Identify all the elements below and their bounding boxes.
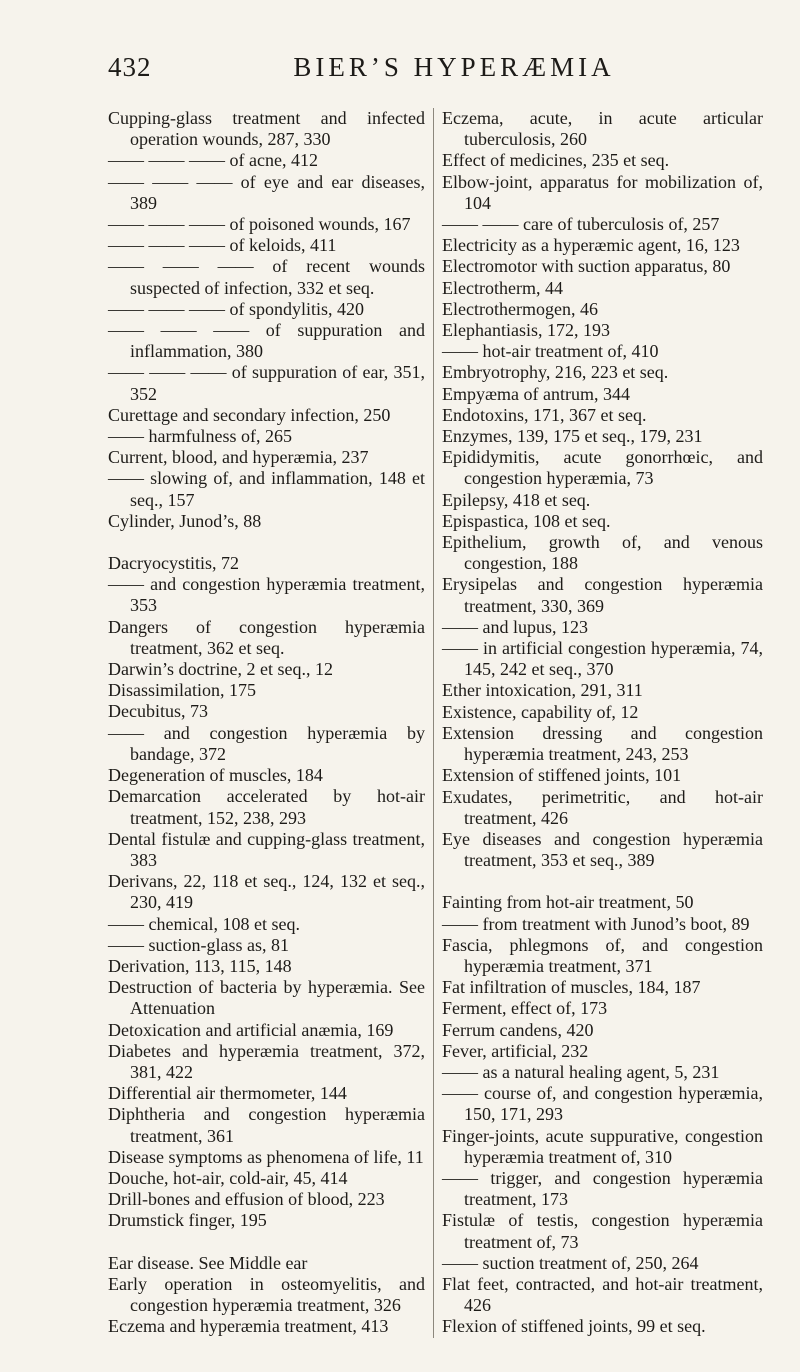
index-entry: Enzymes, 139, 175 et seq., 179, 231 xyxy=(442,426,703,447)
index-entry: Fascia, phlegmons of, and congestion hyperæmia treatment, 371 xyxy=(442,934,763,976)
index-entry: —— slowing of, and inflammation, 148 et seq., 157 xyxy=(108,468,425,510)
index-entry: Embryotrophy, 216, 223 et seq. xyxy=(442,362,669,383)
index-entry: Diabetes and hyperæmia treatment, 372, 381, 422 xyxy=(108,1040,425,1082)
index-entry: Destruction of bacteria by hyperæmia. See Attenuation xyxy=(108,977,425,1019)
index-entry: Drill-bones and effusion of blood, 223 xyxy=(108,1189,385,1210)
index-entry: —— —— —— of recent wounds suspected of infection, 332 et seq. xyxy=(108,256,425,298)
index-entry: Fever, artificial, 232 xyxy=(442,1040,589,1061)
index-entry: —— course of, and congestion hyperæmia, 150, 171, 293 xyxy=(442,1083,763,1125)
page-number: 432 xyxy=(108,52,152,82)
index-entry: Flexion of stiffened joints, 99 et seq. xyxy=(442,1316,706,1337)
index-entry: —— harmfulness of, 265 xyxy=(108,426,292,447)
index-entry: Elephantiasis, 172, 193 xyxy=(442,320,610,341)
index-entry: —— —— —— of suppuration of ear, 351, 352 xyxy=(108,362,425,404)
index-entry: Dacryocystitis, 72 xyxy=(108,553,239,574)
index-entry: —— and congestion hyperæmia by bandage, 372 xyxy=(108,722,425,764)
index-entry: Exudates, perimetritic, and hot-air treatment, 426 xyxy=(442,786,763,828)
index-entry: —— —— —— of eye and ear diseases, 389 xyxy=(108,171,425,213)
index-column-left xyxy=(108,108,433,1338)
index-entry: Empyæma of antrum, 344 xyxy=(442,383,630,404)
index-entry: Disease symptoms as phenomena of life, 11 xyxy=(108,1146,424,1167)
index-entry: Derivation, 113, 115, 148 xyxy=(108,955,292,976)
index-entry: Disassimilation, 175 xyxy=(108,680,256,701)
index-entry: Detoxication and artificial anæmia, 169 xyxy=(108,1019,394,1040)
index-entry: —— and lupus, 123 xyxy=(442,616,588,637)
index-entry: Ear disease. See Middle ear xyxy=(108,1252,308,1273)
index-entry: —— as a natural healing agent, 5, 231 xyxy=(442,1061,720,1082)
index-entry: —— and congestion hyperæmia treatment, 353 xyxy=(108,574,425,616)
index-entry: —— —— care of tuberculosis of, 257 xyxy=(442,214,720,235)
index-entry: Darwin’s doctrine, 2 et seq., 12 xyxy=(108,659,333,680)
index-entry: Epididymitis, acute gonorrhœic, and congestion hyperæmia, 73 xyxy=(442,447,763,489)
index-entry: Ether intoxication, 291, 311 xyxy=(442,680,643,701)
index-entry: Elbow-joint, apparatus for mobilization of, 104 xyxy=(442,171,763,213)
index-entry: Ferment, effect of, 173 xyxy=(442,998,608,1019)
index-entry: Extension of stiffened joints, 101 xyxy=(442,765,682,786)
index-entry: Fistulæ of testis, congestion hyperæmia treatment of, 73 xyxy=(442,1210,763,1252)
index-entry: Curettage and secondary infection, 250 xyxy=(108,404,391,425)
index-entry: —— —— —— of suppuration and inflammation, 380 xyxy=(108,320,425,362)
index-entry: —— —— —— of spondylitis, 420 xyxy=(108,298,365,319)
index-entry: Cylinder, Junod’s, 88 xyxy=(108,510,262,531)
index-entry: Douche, hot-air, cold-air, 45, 414 xyxy=(108,1167,348,1188)
index-entry: Cupping-glass treatment and infected operation wounds, 287, 330 xyxy=(108,108,425,150)
index-entry: Electrothermogen, 46 xyxy=(442,298,598,319)
index-entry: —— —— —— of keloids, 411 xyxy=(108,235,337,256)
index-entry: Erysipelas and congestion hyperæmia treatment, 330, 369 xyxy=(442,574,763,616)
index-entry: Differential air thermometer, 144 xyxy=(108,1083,347,1104)
index-entry: Ferrum candens, 420 xyxy=(442,1019,594,1040)
running-title: BIER’S HYPERÆMIA xyxy=(293,52,615,82)
index-entry: Finger-joints, acute suppurative, congestion hyperæmia treatment of, 310 xyxy=(442,1125,763,1167)
index-column-right xyxy=(433,108,763,1338)
index-entry: Derivans, 22, 118 et seq., 124, 132 et seq., 230, 419 xyxy=(108,871,425,913)
index-entry: Eczema and hyperæmia treatment, 413 xyxy=(108,1316,389,1337)
index-entry: Extension dressing and congestion hyperæmia treatment, 243, 253 xyxy=(442,722,763,765)
index-entry: Eye diseases and congestion hyperæmia treatment, 353 et seq., 389 xyxy=(442,828,763,871)
index-entry: Diphtheria and congestion hyperæmia treatment, 361 xyxy=(108,1104,425,1146)
index-entry: Epispastica, 108 et seq. xyxy=(442,510,611,531)
index-columns xyxy=(108,108,763,1338)
index-entry: Early operation in osteomyelitis, and congestion hyperæmia treatment, 326 xyxy=(108,1273,425,1315)
index-entry: Fainting from hot-air treatment, 50 xyxy=(442,892,694,913)
index-entry: —— suction-glass as, 81 xyxy=(108,934,289,955)
index-entry: Dangers of congestion hyperæmia treatment, 362 et seq. xyxy=(108,616,425,658)
index-entry: —— from treatment with Junod’s boot, 89 xyxy=(442,913,750,934)
index-entry: Decubitus, 73 xyxy=(108,701,208,722)
index-entry: —— in artificial congestion hyperæmia, 74, 145, 242 et seq., 370 xyxy=(442,638,763,680)
index-entry: Electromotor with suction apparatus, 80 xyxy=(442,256,731,277)
index-entry: Eczema, acute, in acute articular tuberculosis, 260 xyxy=(442,108,763,150)
index-entry: Flat feet, contracted, and hot-air treatment, 426 xyxy=(442,1273,763,1316)
index-entry: Degeneration of muscles, 184 xyxy=(108,765,323,786)
index-entry: —— chemical, 108 et seq. xyxy=(108,913,300,934)
index-entry: Current, blood, and hyperæmia, 237 xyxy=(108,447,369,468)
index-entry: Epithelium, growth of, and venous congestion, 188 xyxy=(442,532,763,574)
index-entry: —— suction treatment of, 250, 264 xyxy=(442,1252,699,1273)
index-entry: —— —— —— of acne, 412 xyxy=(108,150,318,171)
index-entry: Drumstick finger, 195 xyxy=(108,1210,267,1231)
index-entry: Effect of medicines, 235 et seq. xyxy=(442,150,670,171)
index-entry: Fat infiltration of muscles, 184, 187 xyxy=(442,977,701,998)
page-header xyxy=(108,52,760,92)
index-entry: Electrotherm, 44 xyxy=(442,277,563,298)
index-entry: —— —— —— of poisoned wounds, 167 xyxy=(108,214,411,235)
index-entry: —— trigger, and congestion hyperæmia treatment, 173 xyxy=(442,1167,763,1210)
index-entry: Electricity as a hyperæmic agent, 16, 123 xyxy=(442,235,740,256)
index-entry: Dental fistulæ and cupping-glass treatment, 383 xyxy=(108,828,425,870)
index-entry: Existence, capability of, 12 xyxy=(442,701,639,722)
index-entry: —— hot-air treatment of, 410 xyxy=(442,341,659,362)
index-entry: Epilepsy, 418 et seq. xyxy=(442,489,591,510)
index-entry: Demarcation accelerated by hot-air treatment, 152, 238, 293 xyxy=(108,786,425,828)
index-entry: Endotoxins, 171, 367 et seq. xyxy=(442,404,647,425)
